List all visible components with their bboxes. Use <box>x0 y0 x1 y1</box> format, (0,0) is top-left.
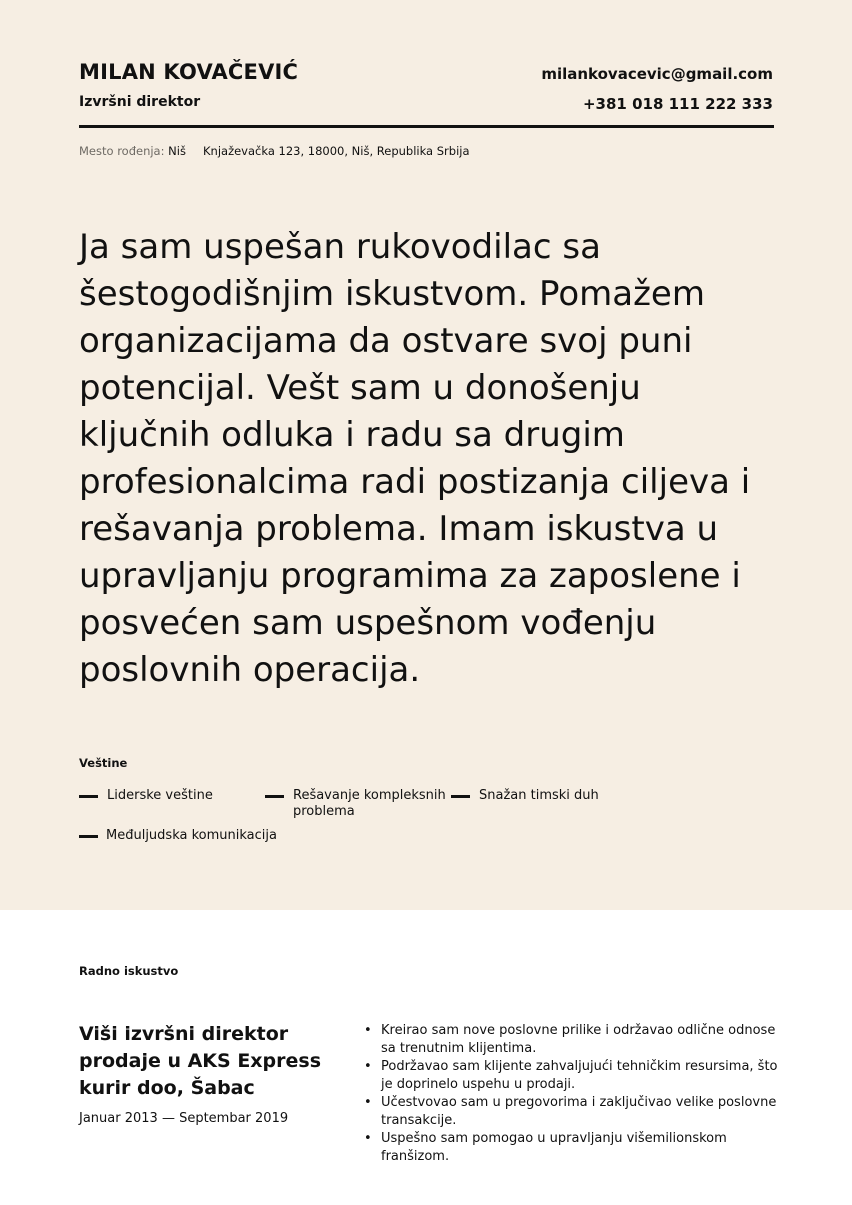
skill-label: Rešavanje kompleksnih problema <box>293 788 446 819</box>
summary-text: Ja sam uspešan rukovodilac sa šestogodišnjim iskustvom. Pomažem organizacijama da ostvare svoj puni potencijal. Vešt sam u donošenju ključnih odluka i radu sa drugim profesionalcima radi postizanja ciljeva i rešavanja problema. Imam iskustva u upravljanju programima za zaposlene i posvećen sam uspešnom vođenju poslovnih operacija. <box>79 227 751 690</box>
list-item: • Podržavao sam klijente zahvaljujući tehničkim resursima, što je doprinelo uspehu u prodaji. <box>364 1058 784 1094</box>
birthplace-value: Niš <box>168 144 186 158</box>
birthplace-label: Mesto rođenja: <box>79 144 165 158</box>
email-link[interactable]: milankovacevic@gmail.com <box>541 65 773 83</box>
skill-item <box>79 828 299 848</box>
job-dates: Januar 2013 — Septembar 2019 <box>79 1111 289 1126</box>
address: Knjaževačka 123, 18000, Niš, Republika Srbija <box>203 144 470 158</box>
list-item: • Uspešno sam pomogao u upravljanju višemilionskom franšizom. <box>364 1130 784 1166</box>
skill-label: Međuljudska komunikacija <box>106 828 277 843</box>
job-title: Viši izvršni direktor prodaje u AKS Express kurir doo, Šabac <box>79 1023 322 1099</box>
list-item: • Kreirao sam nove poslovne prilike i održavao odlične odnose sa trenutnim klijentima. <box>364 1022 784 1058</box>
skill-item <box>79 788 269 808</box>
list-item: • Učestvovao sam u pregovorima i zaključivao velike poslovne transakcije. <box>364 1094 784 1130</box>
skill-item <box>265 788 455 822</box>
dash-icon <box>451 795 470 798</box>
header-divider <box>79 125 774 128</box>
skill-label: Snažan timski duh <box>479 788 599 803</box>
candidate-name: MILAN KOVAČEVIĆ <box>79 60 299 84</box>
dash-icon <box>79 835 98 838</box>
phone-number: +381 018 111 222 333 <box>582 95 773 113</box>
dash-icon <box>79 795 98 798</box>
skills-heading: Veštine <box>79 756 128 770</box>
job-responsibilities <box>364 1022 784 1166</box>
candidate-role: Izvršni direktor <box>79 94 201 110</box>
skill-label: Liderske veštine <box>107 788 213 803</box>
birthplace <box>79 144 186 158</box>
dash-icon <box>265 795 284 798</box>
experience-heading: Radno iskustvo <box>79 964 179 978</box>
skill-item <box>451 788 641 808</box>
